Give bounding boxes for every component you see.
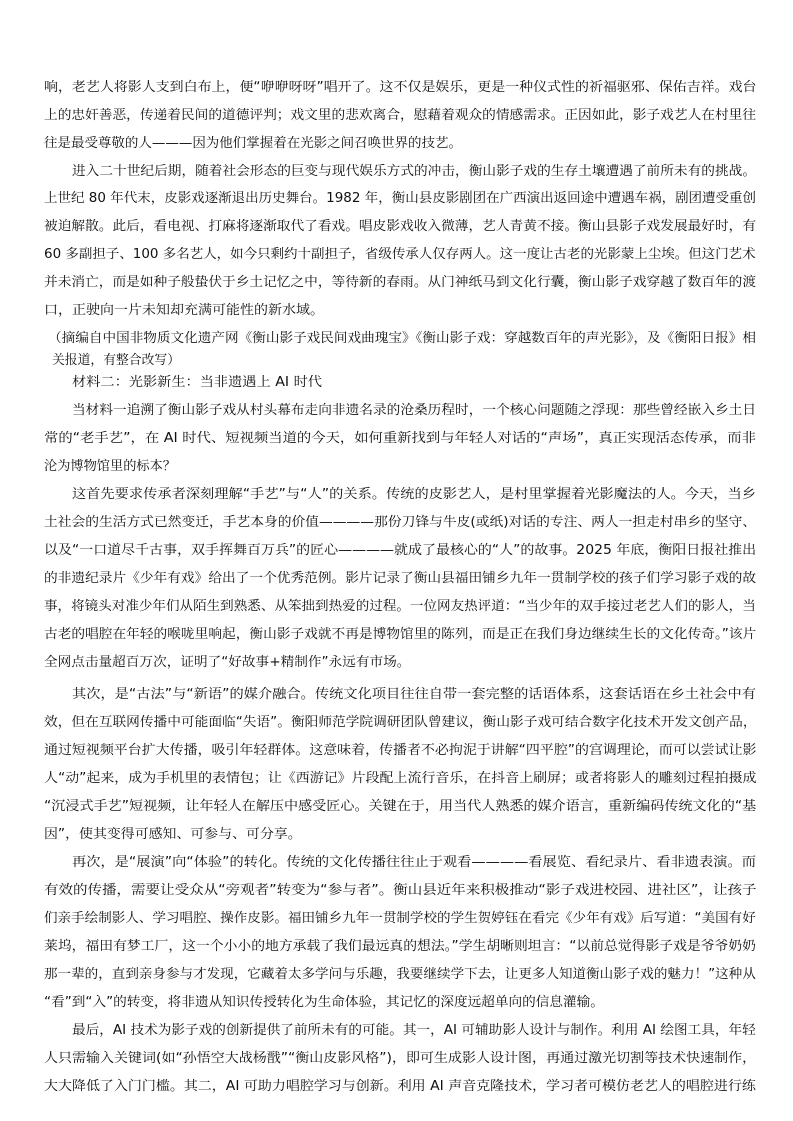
text-line-content: 60 多副担子、100 多名艺人，如今只剩约十副担子，省级传承人仅存两人。这一度让古老的光影蒙上尘埃。但这门艺术 (44, 247, 756, 262)
text-line-content: 再次，是“展演”向“体验”的转化。传统的文化传播往往止于观看————看展览、看纪录片、看非遗表演。而 (72, 855, 756, 870)
text-line-content: （摘编自中国非物质文化遗产网《衡山影子戏民间戏曲瑰宝》《衡山影子戏：穿越数百年的声光影》，及《衡阳日报》相 (48, 331, 756, 346)
text-line (0, 596, 793, 618)
text-line-content: 往是最受尊敬的人———因为他们掌握着在光影之间召唤世界的技艺。 (44, 136, 463, 151)
text-line (0, 624, 793, 646)
text-line-content: 以及“一口道尽千古事，双手挥舞百万兵”的匠心————就成了最核心的“人”的故事。2025 年底，衡阳日报社推出 (44, 543, 757, 558)
text-line-content: 响，老艺人将影人支到白布上，便“咿咿呀呀”唱开了。这不仅是娱乐，更是一种仪式性的祈福驱邪、保佑吉祥。戏台 (44, 80, 757, 95)
text-line (0, 852, 793, 874)
text-line (0, 484, 793, 506)
text-line-content: 全网点击量超百万次，证明了“好故事+精制作”永远有市场。 (44, 655, 411, 670)
text-line (0, 1048, 793, 1070)
text-line-content: 沦为博物馆里的标本？ (44, 459, 177, 474)
text-line (0, 244, 793, 266)
text-line (0, 936, 793, 958)
text-line (0, 350, 793, 372)
text-line (0, 768, 793, 790)
text-line-content: 的非遗纪录片《少年有戏》给出了一个优秀范例。影片记录了衡山县福田铺乡九年一贯制学校的孩子们学习影子戏的故 (44, 571, 757, 586)
text-line (0, 740, 793, 762)
text-line-content: 人只需输入关键词(如“孙悟空大战杨戬”“衡山皮影风格”)，即可生成影人设计图，再通过激光切割等技术快速制作， (44, 1051, 757, 1066)
text-line (0, 133, 793, 155)
text-line (0, 540, 793, 562)
text-line (0, 880, 793, 902)
text-line (0, 1076, 793, 1098)
text-line-content: 大大降低了入门门槛。其二，AI 可助力唱腔学习与创新。利用 AI 声音克隆技术，学习者可模仿老艺人的唱腔进行练 (44, 1079, 756, 1094)
text-line (0, 712, 793, 734)
text-line-content: 常的“老手艺”，在 AI 时代、短视频当道的今天，如何重新找到与年轻人对话的“声场”，真正实现活态传承，而非 (44, 431, 756, 446)
text-line (0, 796, 793, 818)
text-line-content: 莱坞，福田有梦工厂，这一个小小的地方承载了我们最远真的想法。”学生胡晰则坦言：“以前总觉得影子戏是爷爷奶奶 (44, 939, 756, 954)
text-line-content: 最后，AI 技术为影子戏的创新提供了前所未有的可能。其一，AI 可辅助影人设计与制作。利用 AI 绘图工具，年轻 (72, 1023, 756, 1038)
text-line-content: “看”到“入”的转变，将非遗从知识传授转化为生命体验，其记忆的深度远超单向的信息灌输。 (44, 995, 604, 1010)
text-line-content: 土社会的生活方式已然变迁，手艺本身的价值————那份刀锋与牛皮(或纸)对话的专注、两人一担走村串乡的坚守、 (44, 515, 757, 530)
text-line-content: 当材料一追溯了衡山影子戏从村头幕布走向非遗名录的沧桑历程时，一个核心问题随之浮现：那些曾经嵌入乡土日 (72, 403, 757, 418)
text-line (0, 456, 793, 478)
text-line (0, 400, 793, 422)
text-line (0, 105, 793, 127)
text-line (0, 964, 793, 986)
text-line-content: “沉浸式手艺”短视频，让年轻人在解压中感受匠心。关键在于，用当代人熟悉的媒介语言，重新编码传统文化的“基 (44, 799, 757, 814)
text-line (0, 300, 793, 322)
text-line-content: 上的忠奸善恶，传递着民间的道德评判；戏文里的悲欢离合，慰藉着观众的情感需求。正因如此，影子戏艺人在村里往 (44, 108, 757, 123)
text-line (0, 1020, 793, 1042)
text-line-content: 这首先要求传承者深刻理解“手艺”与“人”的关系。传统的皮影艺人，是村里掌握着光影魔法的人。今天，当乡 (72, 487, 756, 502)
text-line (0, 428, 793, 450)
text-line-content: 效，但在互联网传播中可能面临“失语”。衡阳师范学院调研团队曾建议，衡山影子戏可结合数字化技术开发文创产品， (44, 715, 757, 730)
text-line (0, 372, 793, 394)
text-line (0, 161, 793, 183)
text-line-content: 进入二十世纪后期，随着社会形态的巨变与现代娱乐方式的冲击，衡山影子戏的生存土壤遭遇了前所未有的挑战。 (72, 164, 757, 179)
text-line-content: 们亲手绘制影人、学习唱腔、操作皮影。福田铺乡九年一贯制学校的学生贺婷钰在看完《少年有戏》后写道：“美国有好 (44, 911, 756, 926)
text-line (0, 512, 793, 534)
text-line-content: 通过短视频平台扩大传播，吸引年轻群体。这意味着，传播者不必拘泥于讲解“四平腔”的宫调理论，而可以尝试让影 (44, 743, 757, 758)
text-line-content: 事，将镜头对准少年们从陌生到熟悉、从笨拙到热爱的过程。一位网友热评道：“当少年的双手接过老艺人们的影人，当 (44, 599, 756, 614)
text-line-content: 古老的唱腔在年轻的喉咙里响起，衡山影子戏就不再是博物馆里的陈列，而是正在我们身边继续生长的文化传奇。”该片 (44, 627, 757, 642)
text-line-content: 口，正驶向一片未知却充满可能性的新水域。 (44, 303, 325, 318)
text-line-content: 因”，使其变得可感知、可参与、可分享。 (44, 827, 302, 842)
text-line (0, 272, 793, 294)
text-line (0, 824, 793, 846)
text-line-content: 关报道，有整合改写） (52, 353, 181, 368)
text-line-content: 材料二：光影新生：当非遗遇上 AI 时代 (72, 375, 322, 390)
text-line (0, 684, 793, 706)
text-line-content: 人“动”起来，成为手机里的表情包；让《西游记》片段配上流行音乐，在抖音上刷屏；或者将影人的雕刻过程拍摄成 (44, 771, 757, 786)
text-line-content: 并未消亡，而是如种子般蛰伏于乡土记忆之中，等待新的春雨。从门神纸马到文化行囊，衡山影子戏穿越了数百年的渡 (44, 275, 757, 290)
text-line (0, 328, 793, 350)
text-line-content: 被迫解散。此后，看电视、打麻将逐渐取代了看戏。唱皮影戏收入微薄，艺人青黄不接。衡山县影子戏发展最好时，有 (44, 219, 757, 234)
text-line (0, 992, 793, 1014)
text-line (0, 188, 793, 210)
text-line (0, 652, 793, 674)
text-line-content: 有效的传播，需要让受众从“旁观者”转变为“参与者”。衡山县近年来积极推动“影子戏进校园、进社区”，让孩子 (44, 883, 757, 898)
text-line-content: 那一辈的，直到亲身参与才发现，它藏着太多学问与乐趣，我要继续学下去，让更多人知道衡山影子戏的魅力！”这种从 (44, 967, 756, 982)
text-line-content: 上世纪 80 年代末，皮影戏逐渐退出历史舞台。1982 年，衡山县皮影剧团在广西演出返回途中遭遇车祸，剧团遭受重创 (44, 191, 757, 206)
text-line (0, 77, 793, 99)
text-line (0, 568, 793, 590)
text-line (0, 216, 793, 238)
text-line (0, 908, 793, 930)
text-line-content: 其次，是“古法”与“新语”的媒介融合。传统文化项目往往自带一套完整的话语体系，这套话语在乡土社会中有 (72, 687, 756, 702)
